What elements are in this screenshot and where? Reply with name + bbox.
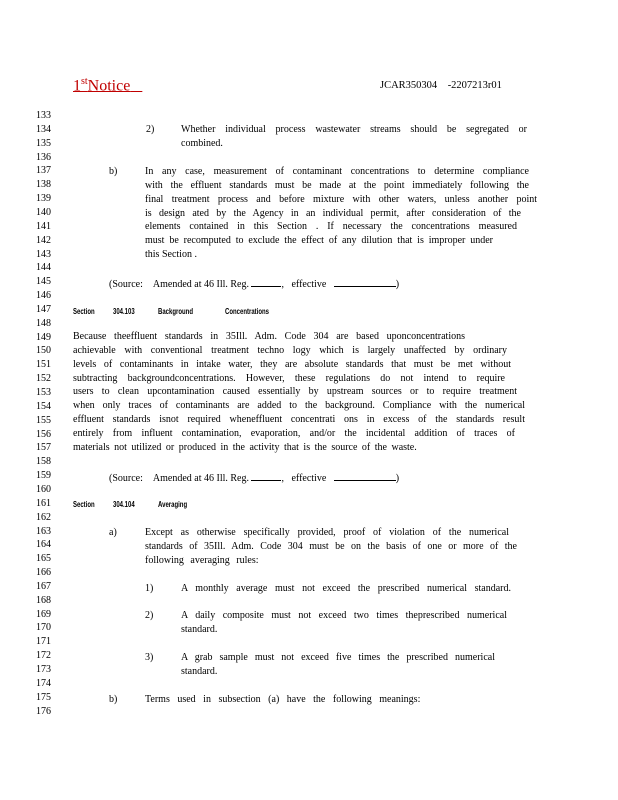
line-number: 168 bbox=[36, 594, 51, 606]
line-number: 143 bbox=[36, 248, 51, 260]
source-close: ) bbox=[395, 279, 400, 290]
item-a-line3: following averaging rules: bbox=[145, 555, 259, 566]
section-103-number: 304.103 bbox=[113, 307, 135, 316]
line-number: 140 bbox=[36, 206, 51, 218]
rule-1-label: 1) bbox=[145, 583, 154, 594]
line-number: 157 bbox=[36, 442, 51, 454]
line-number: 175 bbox=[36, 691, 51, 703]
rule-2-line2: standard. bbox=[181, 624, 218, 635]
item-a-line2: standards of 35Ill. Adm. Code 304 must be on the basis of one or more of the bbox=[145, 541, 517, 552]
line-number: 162 bbox=[36, 511, 51, 523]
line-number: 150 bbox=[36, 345, 51, 357]
line-number: 156 bbox=[36, 428, 51, 440]
source-sep: , bbox=[281, 473, 284, 484]
item-b-line: elements contained in this Section . If necessary the concentrations measured bbox=[145, 221, 517, 233]
line-number: 174 bbox=[36, 677, 51, 689]
source-open: (Source: bbox=[109, 279, 143, 290]
effective-date-blank[interactable] bbox=[334, 277, 396, 287]
line-number: 170 bbox=[36, 622, 51, 634]
item-b2-line1: Terms used in subsection (a) have the following meanings: bbox=[145, 694, 421, 705]
line-number: 136 bbox=[36, 151, 51, 163]
section-104-number: 304.104 bbox=[113, 500, 135, 509]
item-b-line: In any case, measurement of contaminant concentrations to determine compliance bbox=[145, 166, 529, 177]
doc-code: JCAR350304 bbox=[380, 80, 438, 91]
item-b-line: final treatment process and before mixture with other waters, unless another point bbox=[145, 193, 537, 205]
reg-page-blank[interactable] bbox=[251, 277, 281, 287]
line-number: 141 bbox=[36, 220, 51, 232]
line-number: 135 bbox=[36, 137, 51, 149]
line-number: 133 bbox=[36, 110, 51, 121]
source-text: Amended at 46 Ill. Reg. bbox=[152, 473, 249, 484]
item-2-line2: combined. bbox=[181, 138, 223, 149]
item-a-line1: Except as otherwise specifically provided, proof of violation of the numerical bbox=[145, 527, 509, 538]
line-number: 145 bbox=[36, 276, 51, 288]
line-number: 164 bbox=[36, 539, 51, 551]
item-b2-label: b) bbox=[109, 694, 118, 705]
source-open: (Source: bbox=[109, 473, 143, 484]
section-103-line: achievable with conventional treatment techno logy which is largely unaffected by ordinary bbox=[73, 344, 507, 356]
item-2-line1: Whether individual process wastewater streams should be segregated or bbox=[181, 124, 527, 135]
source-note-1 bbox=[109, 277, 399, 290]
line-number: 144 bbox=[36, 262, 51, 274]
section-103-line: effluent standards isnot required wheneffluent concentrati ons in excess of the standards result bbox=[73, 414, 525, 426]
notice-word: Notice bbox=[87, 77, 131, 95]
section-103-line: entirely from influent contamination, evaporation, and/or the incidental addition of traces of bbox=[73, 427, 515, 439]
section-103-line: materials not utilized or produced in the activity that is the source of the waste. bbox=[73, 441, 417, 453]
effective-date-blank[interactable] bbox=[334, 471, 396, 481]
section-103-title1: Background bbox=[158, 307, 194, 316]
doc-revision: -2207213r01 bbox=[447, 80, 502, 91]
line-number: 167 bbox=[36, 580, 51, 592]
line-number: 137 bbox=[36, 165, 51, 177]
source-effective: effective bbox=[291, 473, 327, 484]
line-number: 139 bbox=[36, 193, 51, 205]
item-2-label: 2) bbox=[146, 124, 155, 135]
line-number: 158 bbox=[36, 456, 51, 468]
section-103-line: levels of contaminants in intake water, they are absolute standards that must be met without bbox=[73, 358, 511, 370]
line-number: 163 bbox=[36, 525, 51, 537]
item-b-line: is design ated by the Agency in an individual permit, after consideration of the bbox=[145, 207, 521, 219]
rule-3-label: 3) bbox=[145, 652, 154, 663]
source-effective: effective bbox=[291, 279, 327, 290]
line-number: 169 bbox=[36, 608, 51, 620]
source-sep: , bbox=[281, 279, 284, 290]
section-104-title: Averaging bbox=[158, 500, 188, 509]
source-close: ) bbox=[395, 473, 400, 484]
rule-3-line1: A grab sample must not exceed five times the prescribed numerical bbox=[181, 652, 495, 663]
line-number: 173 bbox=[36, 664, 51, 675]
line-number: 147 bbox=[36, 303, 51, 315]
line-number: 152 bbox=[36, 373, 51, 385]
line-number: 161 bbox=[36, 497, 51, 509]
item-b-label: b) bbox=[109, 166, 118, 177]
line-number: 176 bbox=[36, 705, 51, 717]
notice-superscript: st bbox=[81, 76, 88, 87]
line-number: 142 bbox=[36, 234, 51, 246]
section-103-title2: Concentrations bbox=[225, 307, 270, 316]
line-number: 159 bbox=[36, 470, 51, 482]
line-number: 148 bbox=[36, 317, 51, 329]
section-104-label: Section bbox=[73, 500, 95, 509]
rule-3-line2: standard. bbox=[181, 666, 218, 677]
line-number: 153 bbox=[36, 387, 51, 398]
line-number: 166 bbox=[36, 567, 51, 578]
item-a-label: a) bbox=[109, 527, 117, 538]
line-number: 134 bbox=[36, 123, 51, 135]
item-b-line: this Section . bbox=[145, 249, 197, 261]
line-number: 138 bbox=[36, 179, 51, 191]
section-103-line: users to clean upcontamination caused essentially by upstream sources or to require treatment bbox=[73, 386, 517, 398]
reg-page-blank[interactable] bbox=[251, 471, 281, 481]
document-id bbox=[380, 80, 502, 91]
section-103-label: Section bbox=[73, 307, 95, 316]
line-number: 172 bbox=[36, 650, 51, 662]
rule-2-label: 2) bbox=[145, 610, 154, 621]
rule-2-line1: A daily composite must not exceed two times theprescribed numerical bbox=[181, 610, 507, 621]
line-number: 146 bbox=[36, 290, 51, 301]
section-103-line: Because theeffluent standards in 35Ill. Adm. Code 304 are based uponconcentrations bbox=[73, 331, 465, 342]
line-number: 151 bbox=[36, 359, 51, 371]
section-103-line: when only traces of contaminants are added to the background. Compliance with the numerical bbox=[73, 400, 525, 412]
notice-heading bbox=[73, 76, 142, 95]
notice-number: 1 bbox=[73, 77, 81, 95]
line-number: 149 bbox=[36, 331, 51, 343]
line-number: 154 bbox=[36, 400, 51, 412]
item-b-line: must be recomputed to exclude the effect of any dilution that is improper under bbox=[145, 235, 493, 247]
line-number: 160 bbox=[36, 483, 51, 495]
source-text: Amended at 46 Ill. Reg. bbox=[152, 279, 249, 290]
item-b-line: with the effluent standards must be made at the point immediately following the bbox=[145, 179, 529, 191]
line-number: 171 bbox=[36, 636, 51, 648]
source-note-2 bbox=[109, 471, 399, 484]
line-number: 165 bbox=[36, 553, 51, 565]
rule-1-line1: A monthly average must not exceed the prescribed numerical standard. bbox=[181, 583, 511, 594]
section-103-line: subtracting backgroundconcentrations. However, these regulations do not intend to require bbox=[73, 372, 505, 384]
line-number: 155 bbox=[36, 414, 51, 426]
